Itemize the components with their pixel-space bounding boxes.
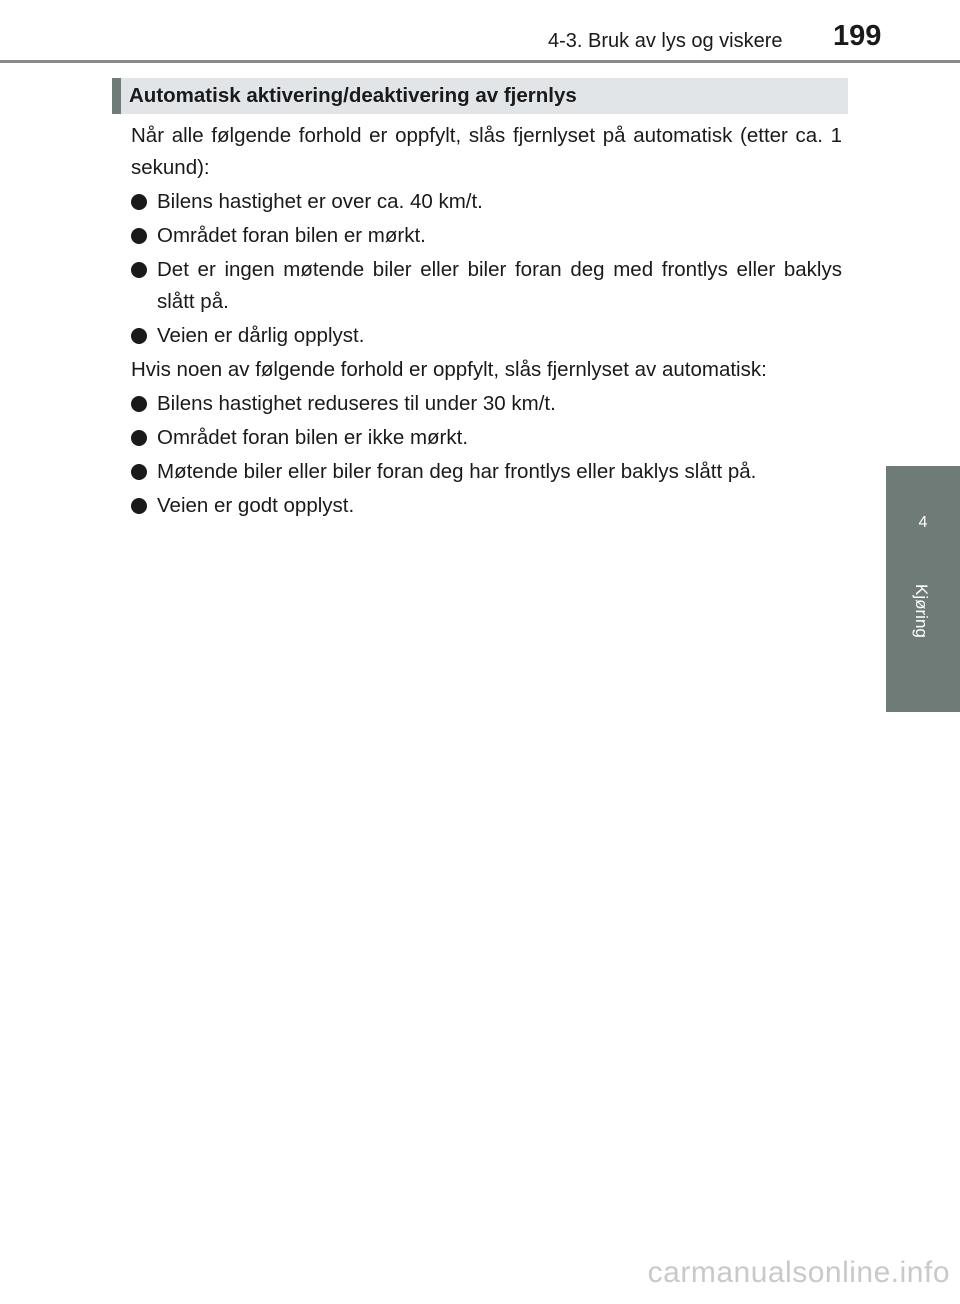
intro-paragraph-on: Når alle følgende forhold er oppfylt, slås fjernlyset på automatisk (etter ca. 1 sekund):: [131, 124, 842, 179]
chapter-name: Kjøring: [912, 584, 931, 638]
watermark: carmanualsonline.info: [647, 1256, 950, 1289]
bullet-icon: [131, 228, 147, 244]
list-item-text: Møtende biler eller biler foran deg har frontlys eller baklys slått på.: [157, 460, 757, 483]
list-item: [131, 388, 842, 420]
list-item-text: Bilens hastighet reduseres til under 30 km/t.: [157, 392, 556, 415]
list-item: [131, 254, 842, 318]
chapter-tab: [886, 466, 960, 712]
bullet-icon: [131, 194, 147, 210]
bullet-icon: [131, 328, 147, 344]
header-divider: [0, 60, 960, 63]
bullet-icon: [131, 430, 147, 446]
list-item-text: Veien er godt opplyst.: [157, 494, 355, 517]
page-number: 199: [833, 20, 882, 52]
list-item: [131, 220, 842, 252]
bullet-icon: [131, 262, 147, 278]
list-item-text: Bilens hastighet er over ca. 40 km/t.: [157, 190, 483, 213]
bullet-icon: [131, 498, 147, 514]
conditions-off-list: [131, 388, 842, 522]
chapter-number: 4: [918, 514, 928, 531]
running-header-section: 4-3. Bruk av lys og viskere: [548, 30, 783, 52]
bullet-icon: [131, 396, 147, 412]
list-item: [131, 320, 842, 352]
section-heading: Automatisk aktivering/deaktivering av fjernlys: [112, 78, 848, 114]
list-item-text: Det er ingen møtende biler eller biler foran deg med frontlys eller baklys slått på.: [157, 258, 842, 313]
list-item-text: Området foran bilen er mørkt.: [157, 224, 426, 247]
intro-paragraph-off: Hvis noen av følgende forhold er oppfylt, slås fjernlyset av automatisk:: [131, 358, 767, 381]
list-item-text: Området foran bilen er ikke mørkt.: [157, 426, 469, 449]
bullet-icon: [131, 464, 147, 480]
section-body: [131, 120, 842, 524]
list-item: [131, 186, 842, 218]
list-item: [131, 422, 842, 454]
list-item-text: Veien er dårlig opplyst.: [157, 324, 365, 347]
list-item: [131, 490, 842, 522]
conditions-on-list: [131, 186, 842, 352]
list-item: [131, 456, 842, 488]
